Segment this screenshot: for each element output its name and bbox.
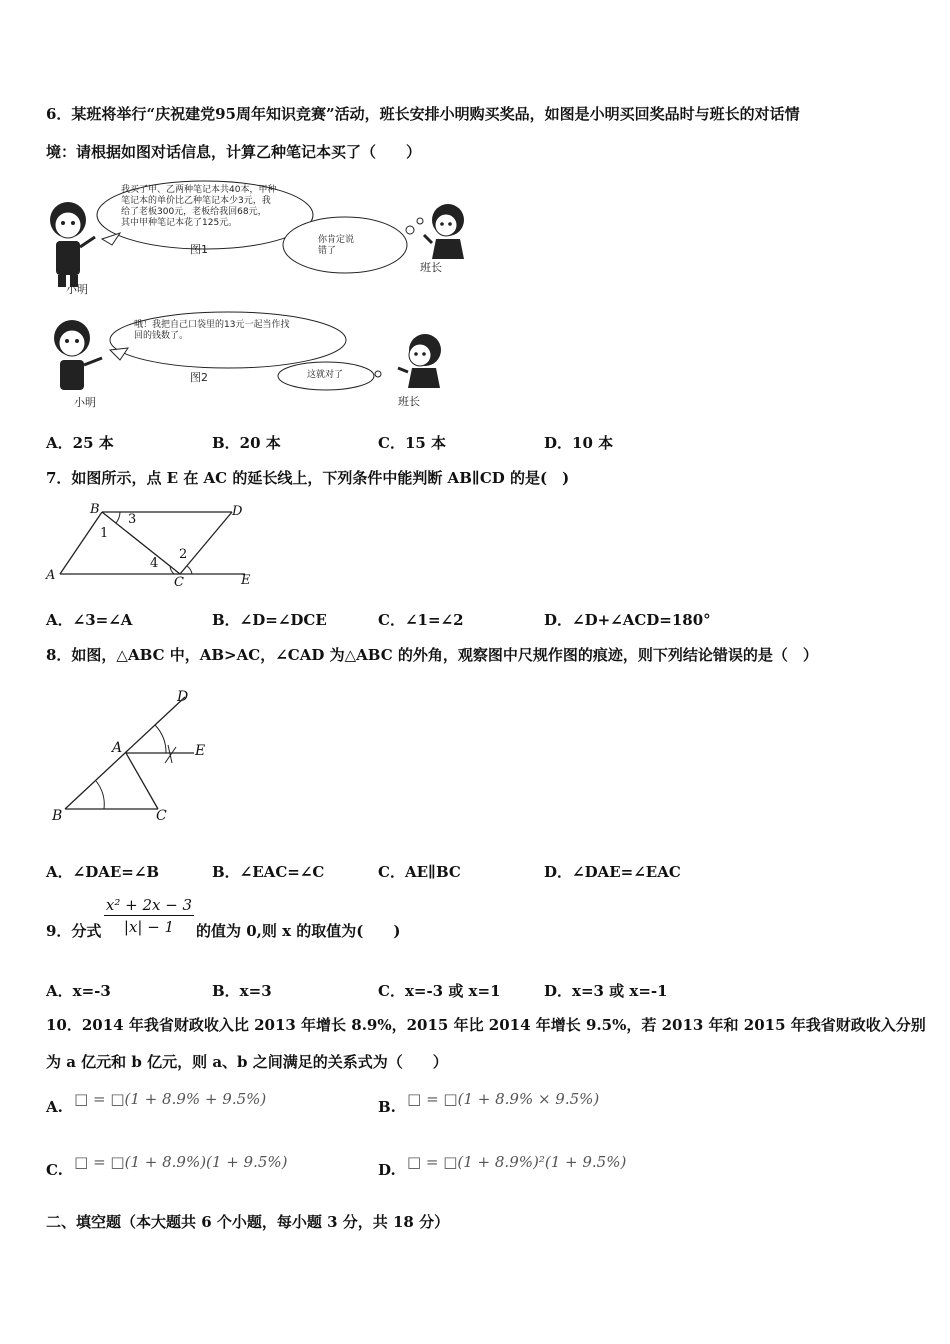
fig1-boy-label: 小明 <box>66 283 88 296</box>
q10-option-d-formula: □ = □(1 + 8.9%)²(1 + 9.5%) <box>406 1153 627 1171</box>
fig2-caption: 图2 <box>190 371 208 384</box>
q10-option-a[interactable] <box>46 1090 267 1116</box>
q7-label-b: B <box>90 502 100 517</box>
q7-angle-3: 3 <box>128 512 137 527</box>
fig1-girl-label: 班长 <box>420 261 442 274</box>
fig2-boy-label: 小明 <box>74 396 96 409</box>
q6-option-d[interactable]: D．10 本 <box>544 434 614 452</box>
q7-label-e: E <box>241 573 251 588</box>
q10-stem-line1: 10．2014 年我省财政收入比 2013 年增长 8.9%，2015 年比 2014 年增长 9.5%，若 2013 年和 2015 年我省财政收入分别 <box>46 1016 926 1034</box>
fig1-bubble-line: 给了老板300元，老板给我回68元， <box>121 207 267 217</box>
q10-option-a-formula: □ = □(1 + 8.9% + 9.5%) <box>74 1090 267 1108</box>
girl-illustration <box>398 334 441 388</box>
q7-option-b[interactable]: B．∠D=∠DCE <box>212 611 327 629</box>
q10-option-a-label: A. <box>46 1098 63 1116</box>
q10-stem-line2: 为 a 亿元和 b 亿元，则 a、b 之间满足的关系式为（ ） <box>46 1053 448 1071</box>
q8-label-d: D <box>177 689 189 705</box>
q8-label-b: B <box>52 808 63 824</box>
fig1-caption: 图1 <box>190 243 208 256</box>
q9-fraction <box>104 896 194 936</box>
q9-numerator: x² + 2x − 3 <box>105 896 193 914</box>
q10-option-b[interactable] <box>378 1090 600 1116</box>
q9-prefix: 9．分式 <box>46 922 102 940</box>
q9-option-c[interactable]: C．x=-3 或 x=1 <box>378 982 501 1000</box>
q10-option-b-label: B. <box>378 1098 396 1116</box>
fig2-bubble-line: 回的钱数了。 <box>134 331 189 341</box>
q9-denominator: |x| − 1 <box>123 918 175 936</box>
q6-option-a[interactable]: A．25 本 <box>46 434 114 452</box>
q8-label-a: A <box>112 740 123 756</box>
q7-option-c[interactable]: C．∠1=∠2 <box>378 611 464 629</box>
q9-option-b[interactable]: B．x=3 <box>212 982 272 1000</box>
q7-option-d[interactable]: D．∠D+∠ACD=180° <box>544 611 711 629</box>
q10-option-b-formula: □ = □(1 + 8.9% × 9.5%) <box>407 1090 600 1108</box>
q8-option-d[interactable]: D．∠DAE=∠EAC <box>544 863 681 881</box>
q7-label-d: D <box>232 504 243 519</box>
section-2-heading: 二、填空题（本大题共 6 个小题，每小题 3 分，共 18 分） <box>46 1213 450 1231</box>
q7-angle-2: 2 <box>179 547 188 562</box>
q9-option-a[interactable]: A．x=-3 <box>46 982 111 1000</box>
fig2-bubble-text <box>134 320 289 342</box>
q8-option-a[interactable]: A．∠DAE=∠B <box>46 863 160 881</box>
q6-option-c[interactable]: C．15 本 <box>378 434 447 452</box>
q8-stem: 8．如图，△ABC 中，AB>AC，∠CAD 为△ABC 的外角，观察图中尺规作图的痕迹，则下列结论错误的是（ ） <box>46 646 818 664</box>
fig1-reply-line: 你肯定说 <box>318 235 355 245</box>
fig2-reply-text: 这就对了 <box>307 370 344 380</box>
q10-option-d[interactable] <box>378 1153 627 1179</box>
q8-label-c: C <box>156 808 167 824</box>
boy-illustration <box>50 202 95 287</box>
q6-option-b[interactable]: B．20 本 <box>212 434 281 452</box>
q7-angle-1: 1 <box>100 526 109 541</box>
fig1-reply-line: 错了 <box>318 246 337 256</box>
q8-label-e: E <box>195 743 206 759</box>
q6-stem-line1: 6．某班将举行“庆祝建党95周年知识竞赛”活动，班长安排小明购买奖品，如图是小明买回奖品时与班长的对话情 <box>46 105 800 123</box>
boy-illustration <box>54 320 102 390</box>
q7-option-a[interactable]: A．∠3=∠A <box>46 611 133 629</box>
q7-label-c: C <box>174 575 184 590</box>
fig2-bubble-line: 哦！我把自己口袋里的13元一起当作找 <box>134 320 290 330</box>
q9-option-d[interactable]: D．x=3 或 x=-1 <box>544 982 668 1000</box>
q8-option-c[interactable]: C．AE∥BC <box>378 863 461 881</box>
q10-option-c-formula: □ = □(1 + 8.9%)(1 + 9.5%) <box>74 1153 288 1171</box>
fig1-reply-text <box>318 235 354 257</box>
q10-option-c-label: C. <box>46 1161 63 1179</box>
q6-stem-line2: 境：请根据如图对话信息，计算乙种笔记本买了（ ） <box>46 143 422 161</box>
q9-suffix: 的值为 0,则 x 的取值为( ) <box>196 922 401 940</box>
girl-illustration <box>424 204 464 259</box>
q7-label-a: A <box>46 568 56 583</box>
q7-stem: 7．如图所示，点 E 在 AC 的延长线上，下列条件中能判断 AB∥CD 的是( ) <box>46 469 570 487</box>
fig1-bubble-line: 我买了甲、乙两种笔记本共40本，甲种 <box>121 185 277 195</box>
q7-angle-4: 4 <box>150 556 159 571</box>
q8-option-b[interactable]: B．∠EAC=∠C <box>212 863 325 881</box>
q10-option-d-label: D. <box>378 1161 396 1179</box>
fig2-girl-label: 班长 <box>398 395 420 408</box>
fig1-bubble-line: 其中甲种笔记本花了125元。 <box>121 218 238 228</box>
fig1-bubble-text <box>121 185 276 229</box>
q10-option-c[interactable] <box>46 1153 288 1179</box>
fig1-bubble-line: 笔记本的单价比乙种笔记本少3元，我 <box>121 196 271 206</box>
